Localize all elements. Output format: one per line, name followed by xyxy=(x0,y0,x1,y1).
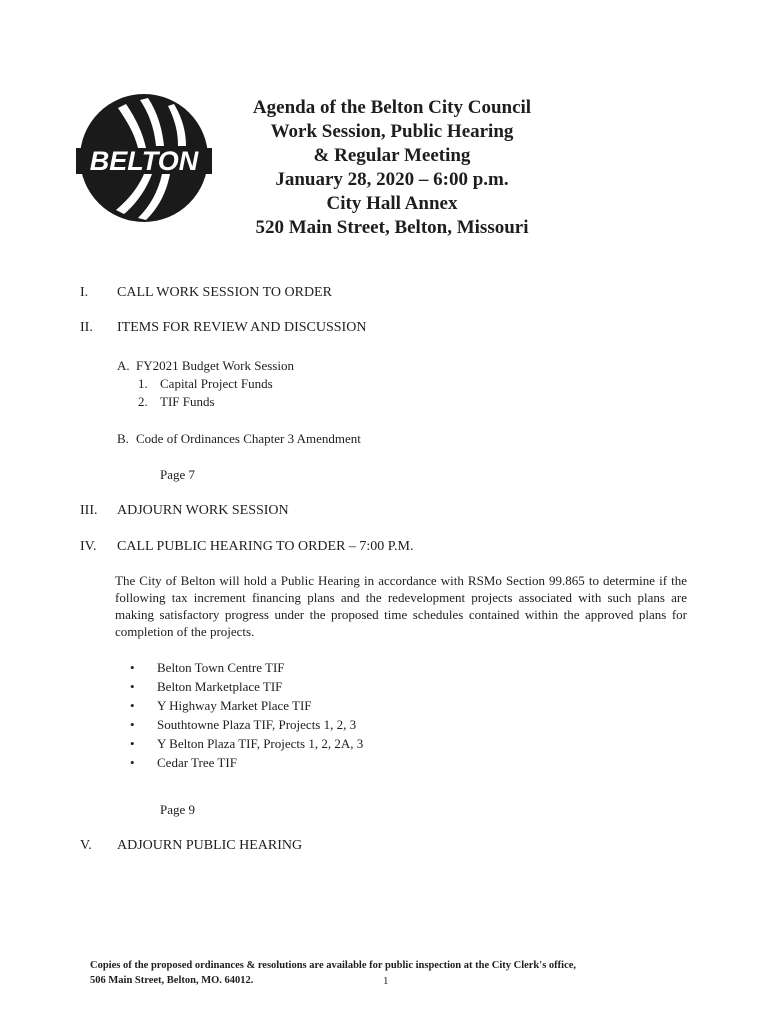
section-number: V. xyxy=(80,838,92,853)
list-item: • Cedar Tree TIF xyxy=(130,753,363,772)
section-heading: ADJOURN WORK SESSION xyxy=(117,503,289,518)
item-label: A. xyxy=(117,358,130,373)
title-line: City Hall Annex xyxy=(326,193,458,214)
list-item: • Southtowne Plaza TIF, Projects 1, 2, 3 xyxy=(130,715,363,734)
list-item: • Belton Town Centre TIF xyxy=(130,658,363,677)
item-text: FY2021 Budget Work Session xyxy=(136,358,294,373)
agenda-title xyxy=(222,96,562,240)
section-heading: ADJOURN PUBLIC HEARING xyxy=(117,838,303,853)
subitem-number: 1. xyxy=(138,376,148,391)
section-number: IV. xyxy=(80,539,97,554)
hearing-paragraph: The City of Belton will hold a Public Hearing in accordance with RSMo Section 99.865 to determine if the following tax increment financing plans and the redevelopment projects associated with such plans are making satisfactory progress under the proposed time schedules contained within the approved plans for completion of the projects. xyxy=(115,573,687,639)
title-line: 520 Main Street, Belton, Missouri xyxy=(255,217,529,238)
page-reference: Page 9 xyxy=(160,802,196,817)
page-number: 1 xyxy=(383,975,389,987)
item-label: B. xyxy=(117,431,129,446)
subitem-text: Capital Project Funds xyxy=(160,376,273,391)
section-heading: CALL PUBLIC HEARING TO ORDER – 7:00 P.M. xyxy=(117,539,414,554)
section-number: II. xyxy=(80,320,93,335)
footer-note xyxy=(90,958,710,988)
section-number: I. xyxy=(80,285,89,300)
title-line: & Regular Meeting xyxy=(313,145,471,166)
item-text: Code of Ordinances Chapter 3 Amendment xyxy=(136,431,361,446)
list-item: • Y Highway Market Place TIF xyxy=(130,696,363,715)
list-item: • Belton Marketplace TIF xyxy=(130,677,363,696)
subitem-number: 2. xyxy=(138,394,148,409)
list-item: • Y Belton Plaza TIF, Projects 1, 2, 2A, 3 xyxy=(130,734,363,753)
section-heading: ITEMS FOR REVIEW AND DISCUSSION xyxy=(117,320,367,335)
footer-line: Copies of the proposed ordinances & resolutions are available for public inspection at the City Clerk's office, xyxy=(90,960,577,971)
logo-text: BELTON xyxy=(89,146,199,176)
section-heading: CALL WORK SESSION TO ORDER xyxy=(117,285,332,300)
title-line: Work Session, Public Hearing xyxy=(270,121,514,142)
subitem-text: TIF Funds xyxy=(160,394,215,409)
section-number: III. xyxy=(80,503,98,518)
title-line: January 28, 2020 – 6:00 p.m. xyxy=(275,169,509,190)
footer-line: 506 Main Street, Belton, MO. 64012. xyxy=(90,975,254,986)
tif-list xyxy=(130,658,363,772)
page-reference: Page 7 xyxy=(160,467,196,482)
belton-logo xyxy=(76,90,212,226)
title-line: Agenda of the Belton City Council xyxy=(252,97,532,118)
